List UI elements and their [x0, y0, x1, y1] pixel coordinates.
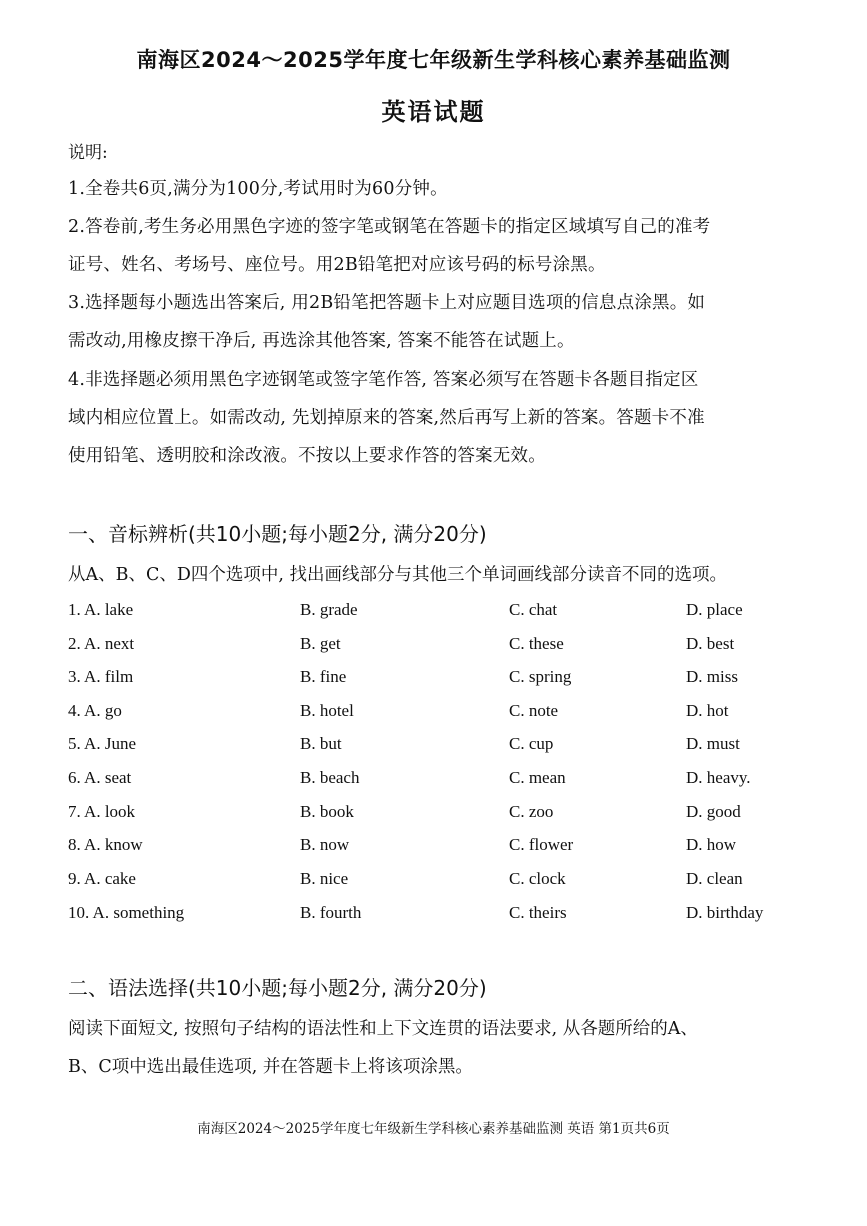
option-b: B. grade: [300, 600, 358, 619]
instruction-line: 4.非选择题必须用黑色字迹钢笔或签字笔作答, 答案必须写在答题卡各题目指定区: [68, 370, 699, 390]
question-row: [68, 667, 848, 693]
option-b: B. fourth: [300, 903, 362, 922]
option-c: C. spring: [509, 667, 572, 686]
option-a: 5. A. June: [68, 734, 136, 753]
option-c: C. clock: [509, 869, 566, 888]
instruction-line: 需改动,用橡皮擦干净后, 再选涂其他答案, 答案不能答在试题上。: [68, 331, 575, 351]
option-a: 8. A. know: [68, 835, 143, 854]
section2-instruction: 阅读下面短文, 按照句子结构的语法性和上下文连贯的语法要求, 从各题所给的A、: [68, 1019, 698, 1039]
option-c: C. note: [509, 701, 559, 720]
instruction-line: 2.答卷前,考生务必用黑色字迹的签字笔或钢笔在答题卡的指定区域填写自己的准考: [68, 217, 711, 237]
option-c: C. theirs: [509, 903, 567, 922]
option-d: D. clean: [686, 869, 743, 888]
option-d: D. must: [686, 734, 740, 753]
question-row: [68, 835, 848, 861]
option-a: 10. A. something: [68, 903, 185, 922]
instruction-line: 域内相应位置上。如需改动, 先划掉原来的答案,然后再写上新的答案。答题卡不准: [68, 408, 705, 428]
question-row: [68, 734, 848, 760]
question-row: [68, 634, 848, 660]
option-b: B. beach: [300, 768, 360, 787]
option-a: 9. A. cake: [68, 869, 136, 888]
option-b: B. book: [300, 802, 354, 821]
question-row: [68, 600, 848, 626]
option-d: D. good: [686, 802, 741, 821]
question-row: [68, 768, 848, 794]
option-c: C. mean: [509, 768, 566, 787]
section2-instruction: B、C项中选出最佳选项, 并在答题卡上将该项涂黑。: [68, 1057, 473, 1077]
instruction-line: 使用铅笔、透明胶和涂改液。不按以上要求作答的答案无效。: [68, 446, 546, 466]
option-d: D. place: [686, 600, 743, 619]
option-a: 2. A. next: [68, 634, 135, 653]
option-d: D. best: [686, 634, 735, 653]
section2-heading: 二、语法选择(共10小题;每小题2分, 满分20分): [68, 976, 487, 1000]
option-d: D. how: [686, 835, 737, 854]
option-a: 3. A. film: [68, 667, 134, 686]
option-a: 7. A. look: [68, 802, 136, 821]
option-b: B. fine: [300, 667, 347, 686]
option-a: 4. A. go: [68, 701, 122, 720]
instruction-line: 1.全卷共6页,满分为100分,考试用时为60分钟。: [68, 179, 448, 199]
instruction-line: 3.选择题每小题选出答案后, 用2B铅笔把答题卡上对应题目选项的信息点涂黑。如: [68, 293, 706, 313]
option-b: B. now: [300, 835, 350, 854]
option-b: B. hotel: [300, 701, 354, 720]
question-row: [68, 701, 848, 727]
option-c: C. flower: [509, 835, 574, 854]
option-d: D. hot: [686, 701, 729, 720]
exam-subject-title: 英语试题: [381, 98, 486, 126]
option-a: 6. A. seat: [68, 768, 132, 787]
question-row: [68, 903, 848, 929]
option-d: D. heavy.: [686, 768, 751, 787]
option-c: C. chat: [509, 600, 558, 619]
section1-heading: 一、音标辨析(共10小题;每小题2分, 满分20分): [68, 522, 487, 546]
option-c: C. zoo: [509, 802, 554, 821]
instructions-heading: 说明:: [68, 143, 108, 163]
instruction-line: 证号、姓名、考场号、座位号。用2B铅笔把对应该号码的标号涂黑。: [68, 255, 606, 275]
option-c: C. cup: [509, 734, 554, 753]
page-footer: 南海区2024～2025学年度七年级新生学科核心素养基础监测 英语 第1页共6页: [197, 1121, 670, 1137]
option-b: B. nice: [300, 869, 349, 888]
option-d: D. miss: [686, 667, 738, 686]
option-b: B. get: [300, 634, 341, 653]
option-b: B. but: [300, 734, 342, 753]
question-row: [68, 869, 848, 895]
option-d: D. birthday: [686, 903, 764, 922]
option-c: C. these: [509, 634, 564, 653]
option-a: 1. A. lake: [68, 600, 134, 619]
section1-instruction: 从A、B、C、D四个选项中, 找出画线部分与其他三个单词画线部分读音不同的选项。: [68, 565, 728, 585]
exam-title: 南海区2024～2025学年度七年级新生学科核心素养基础监测: [136, 48, 731, 72]
question-row: [68, 802, 848, 828]
